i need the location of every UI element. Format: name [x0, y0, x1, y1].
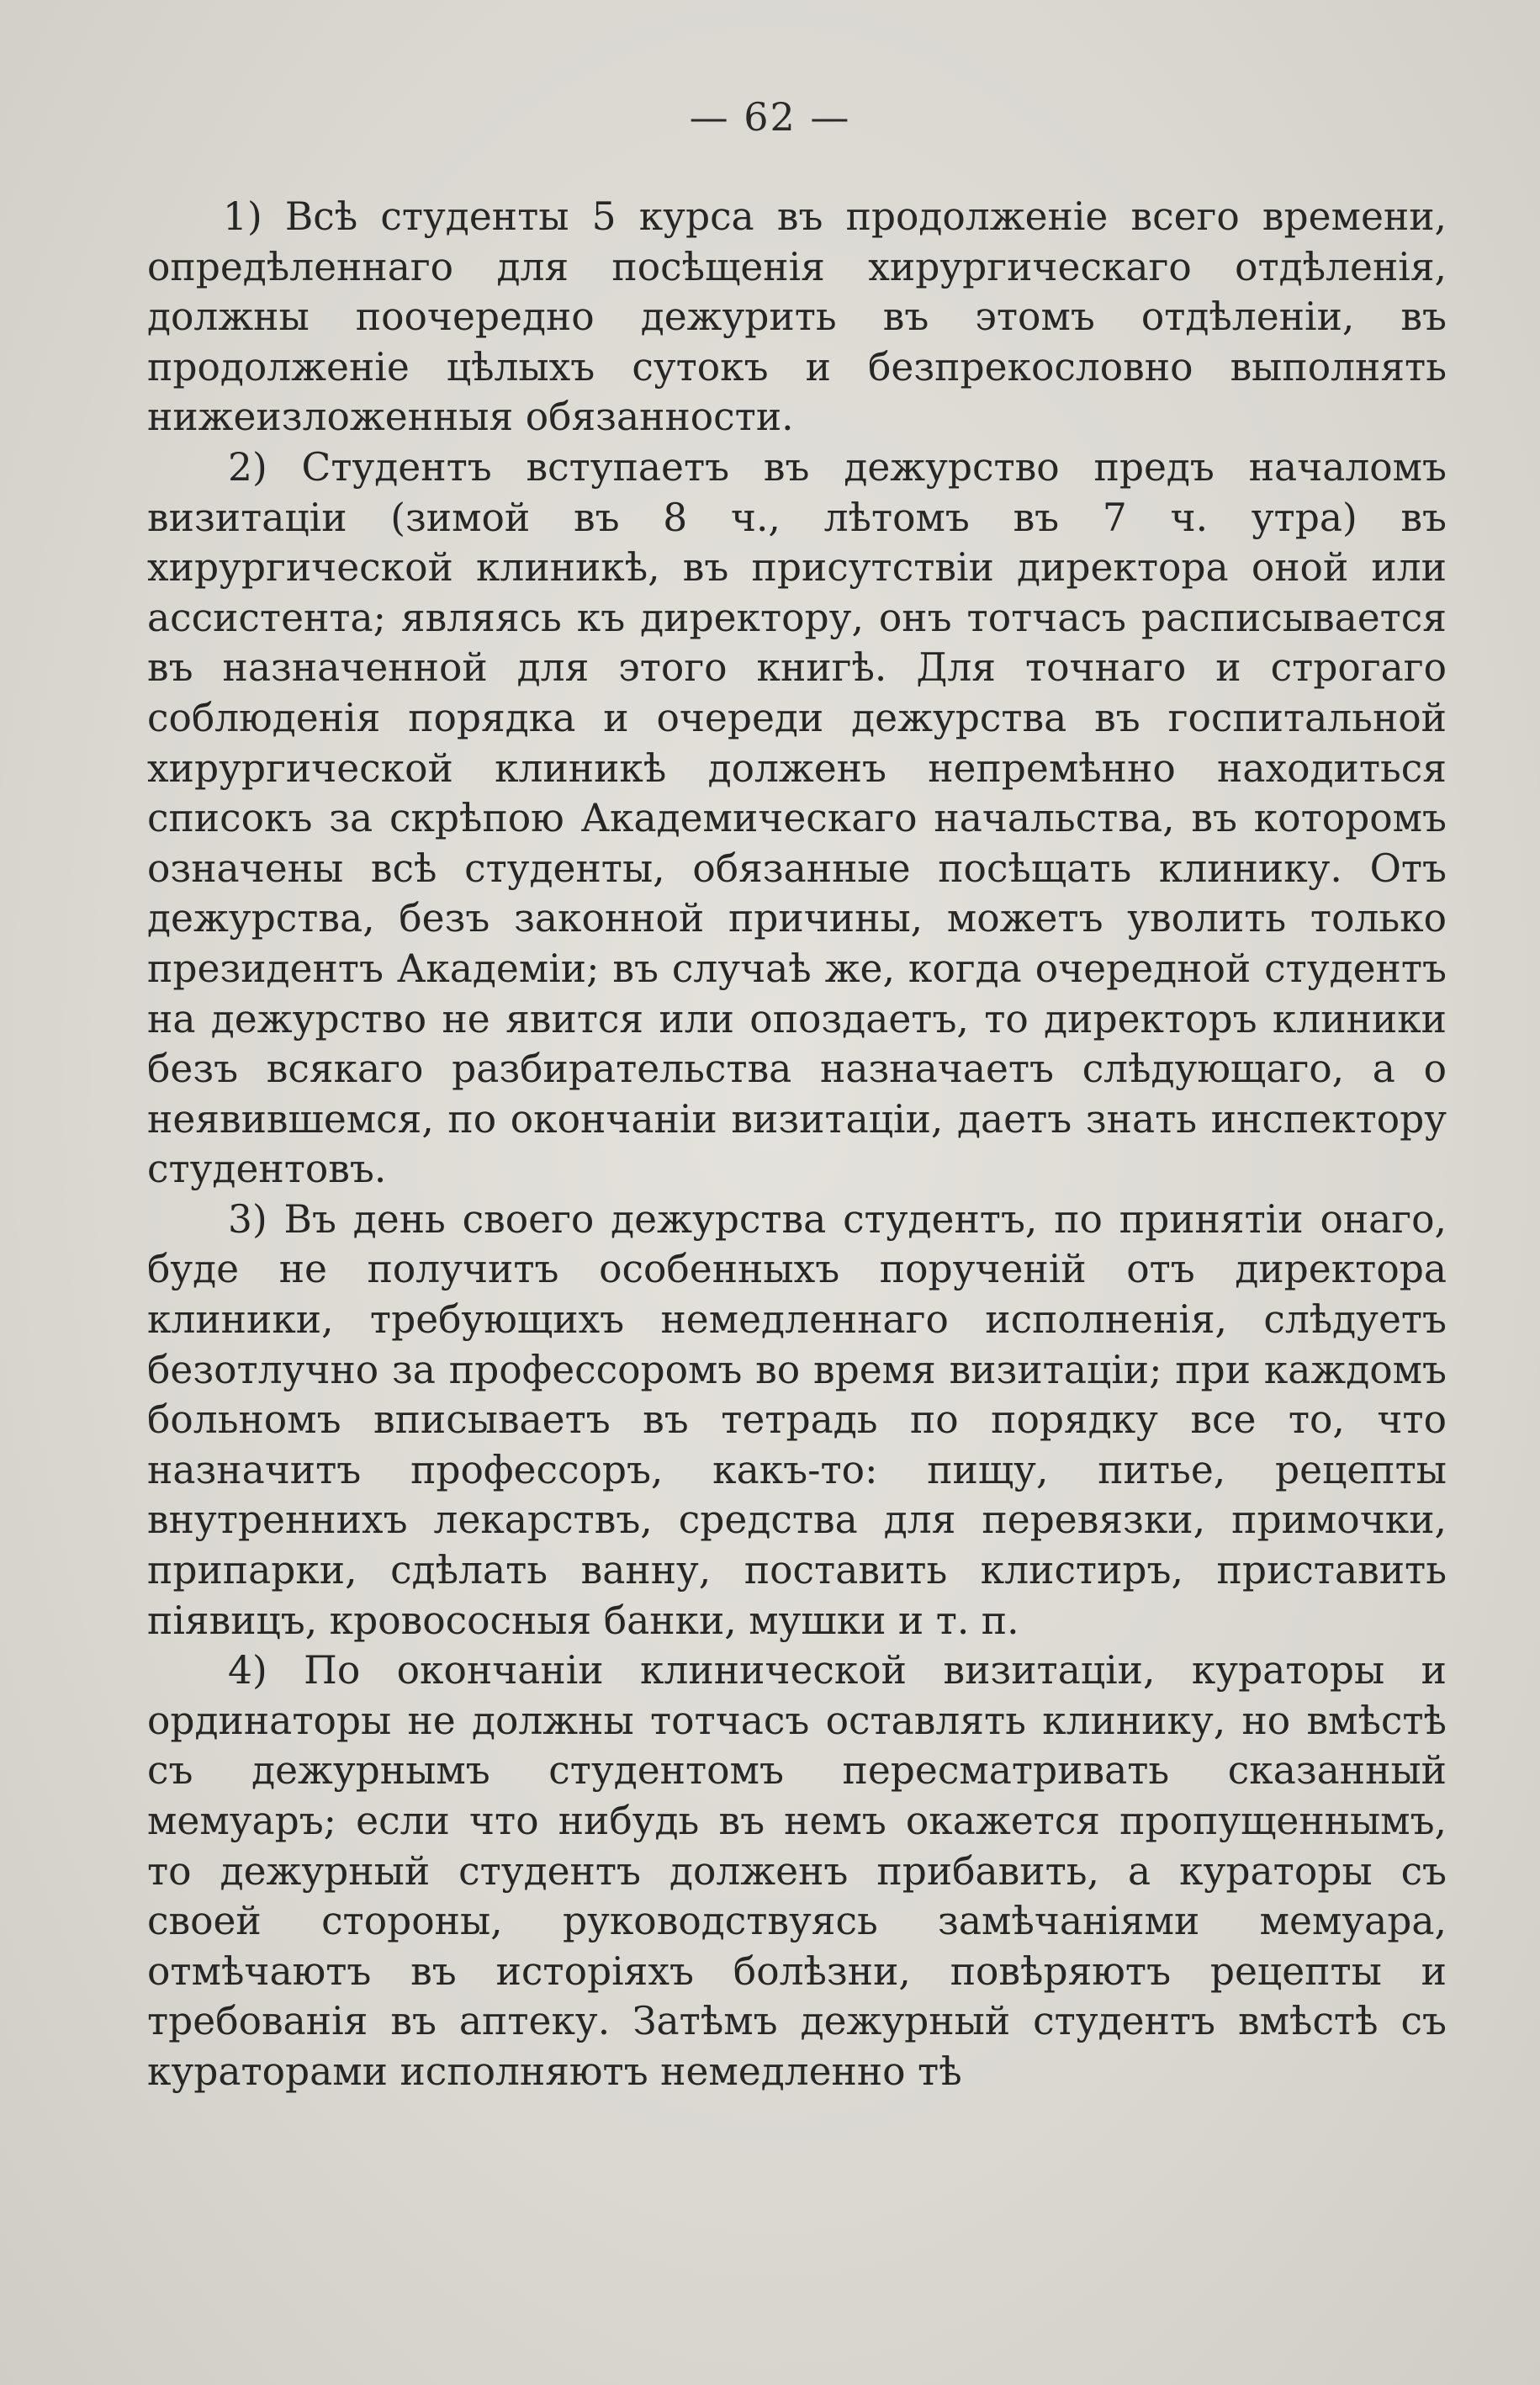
document-body	[147, 192, 1447, 2097]
page-number: — 62 —	[689, 94, 851, 140]
paragraph-1: 1) Всѣ студенты 5 курса въ продолженіе всего времени, опредѣленнаго для посѣщенія хирургическаго отдѣленія, должны поочередно дежурить въ этомъ отдѣленіи, въ продолженіе цѣлыхъ сутокъ и безпрекословно выполнять нижеизложенныя обязанности.	[147, 194, 1447, 440]
paragraph-3: 3) Въ день своего дежурства студентъ, по принятіи онаго, буде не получитъ особенныхъ порученій отъ директора клиники, требующихъ немедленнаго исполненія, слѣдуетъ безотлучно за профессоромъ во время визитаціи; при каждомъ больномъ вписываетъ въ тетрадь по порядку все то, что назначитъ профессоръ, какъ-то: пищу, питье, рецепты внутреннихъ лекарствъ, средства для перевязки, примочки, припарки, сдѣлать ванну, поставить клистиръ, приставить піявицъ, кровососныя банки, мушки и т. п.	[147, 1196, 1447, 1643]
paragraph-4: 4) По окончаніи клинической визитаціи, кураторы и ординаторы не должны тотчасъ оставлять клинику, но вмѣстѣ съ дежурнымъ студентомъ пересматривать сказанный мемуаръ; если что нибудь въ немъ окажется пропущеннымъ, то дежурный студентъ долженъ прибавить, а кураторы съ своей стороны, руководствуясь замѣчаніями мемуара, отмѣчаютъ въ исторіяхъ болѣзни, повѣряютъ рецепты и требованія въ аптеку. Затѣмъ дежурный студентъ вмѣстѣ съ кураторами исполняютъ немедленно тѣ	[147, 1648, 1447, 2094]
paragraph-2: 2) Студентъ вступаетъ въ дежурство предъ началомъ визитаціи (зимой въ 8 ч., лѣтомъ въ 7 ч. утра) въ хирургической клиникѣ, въ присутствіи директора оной или ассистента; являясь къ директору, онъ тотчасъ расписывается въ назначенной для этого книгѣ. Для точнаго и строгаго соблюденія порядка и очереди дежурства въ госпитальной хирургической клиникѣ долженъ непремѣнно находиться списокъ за скрѣпою Академическаго начальства, въ которомъ означены всѣ студенты, обязанные посѣщать клинику. Отъ дежурства, безъ законной причины, можетъ уволить только президентъ Академіи; въ случаѣ же, когда очередной студентъ на дежурство не явится или опоздаетъ, то директоръ клиники безъ всякаго разбирательства назначаетъ слѣдующаго, а о неявившемся, по окончаніи визитаціи, даетъ знать инспектору студентовъ.	[147, 444, 1447, 1192]
